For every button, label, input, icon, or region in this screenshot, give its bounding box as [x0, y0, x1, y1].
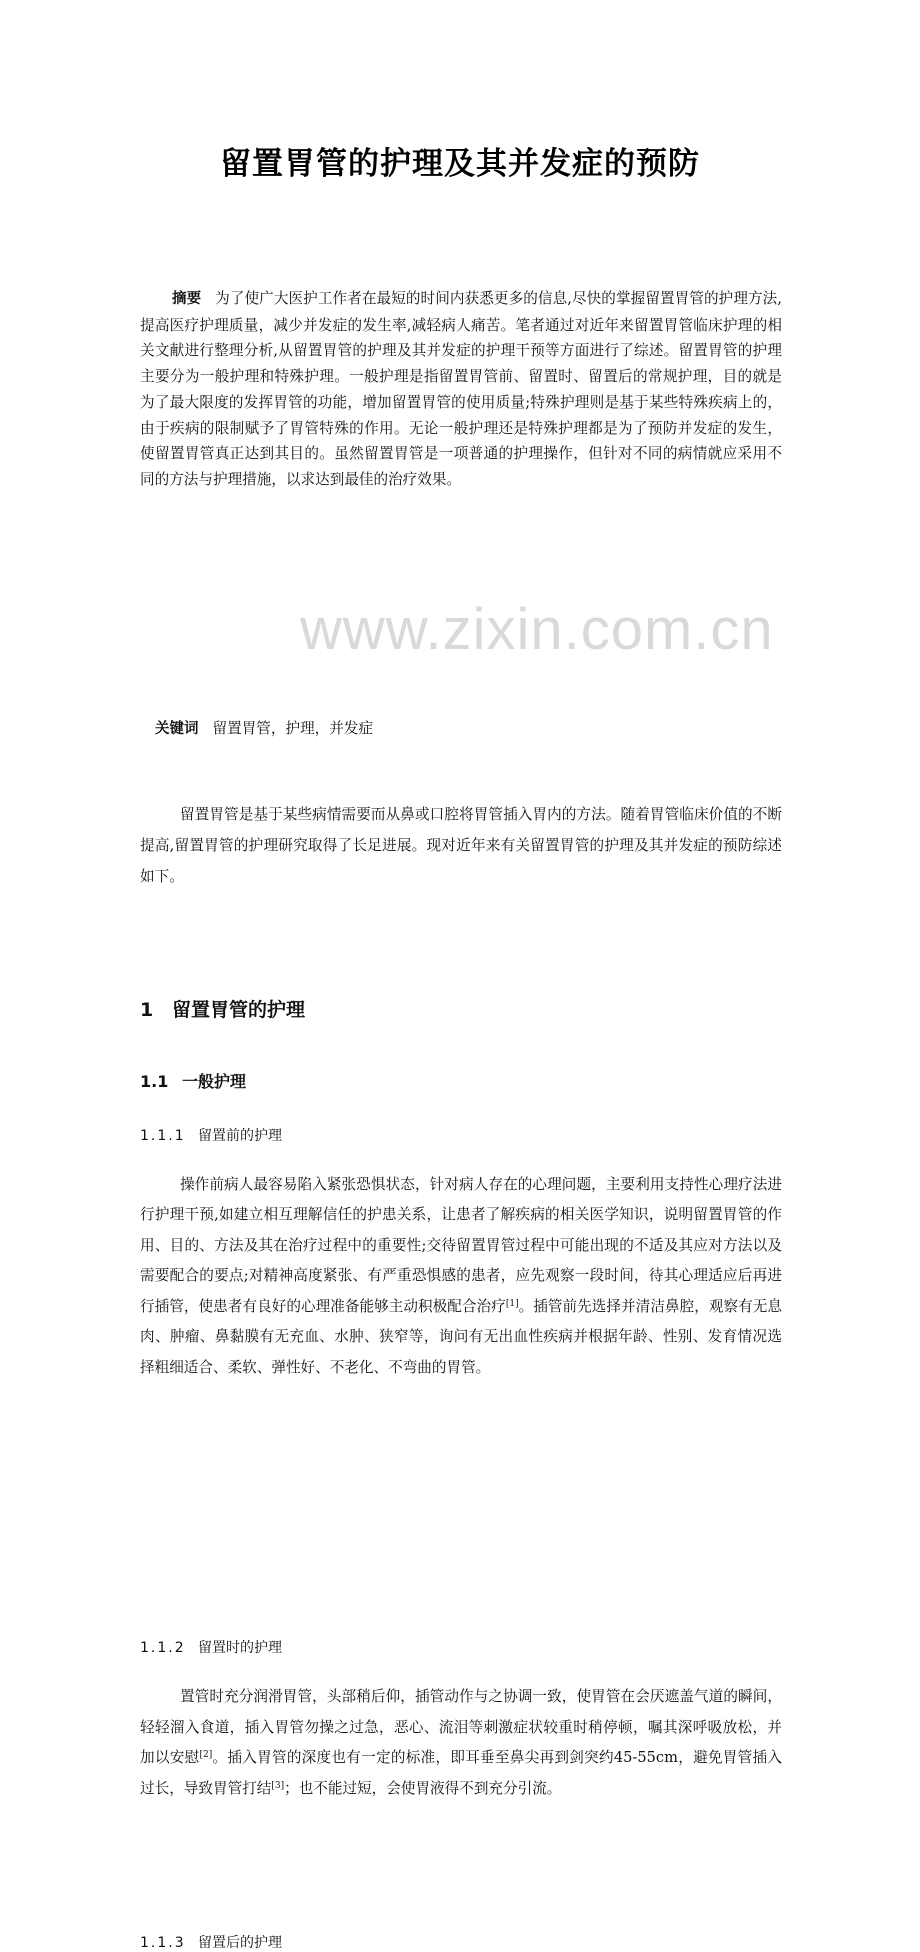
citation-ref: [2] [199, 1750, 213, 1761]
section-heading-1-1 [140, 1069, 920, 1092]
section-number: 1.1.2 [140, 1640, 186, 1657]
abstract-text: 为了使广大医护工作者在最短的时间内获悉更多的信息,尽快的掌握留置胃管的护理方法,提高医疗护理质量，减少并发症的发生率,减轻病人痛苦。笔者通过对近年来留置胃管临床护理的相关文献进行整理分析,从留置胃管的护理及其并发症的护理干预等方面进行了综述。留置胃管的护理主要分为一般护理和特殊护理。一般护理是指留置胃管前、留置时、留置后的常规护理，目的就是为了最大限度的发挥胃管的功能，增加留置胃管的使用质量;特殊护理则是基于某些特殊疾病上的，由于疾病的限制赋予了胃管特殊的作用。无论一般护理还是特殊护理都是为了预防并发症的发生，使留置胃管真正达到其目的。虽然留置胃管是一项普通的护理操作，但针对不同的病情就应采用不同的方法与护理措施，以求达到最佳的治疗效果。 [140, 290, 782, 488]
section-title: 留置后的护理 [198, 1935, 282, 1952]
paragraph-1-1-1 [140, 1170, 782, 1384]
citation-ref: [3] [271, 1780, 285, 1791]
watermark: www.zixin.com.cn [300, 597, 774, 662]
section-title: 留置时的护理 [198, 1640, 282, 1657]
keywords-label: 关键词 [155, 720, 199, 737]
keywords-line [155, 717, 920, 738]
paragraph-1-1-2 [140, 1682, 782, 1804]
section-number: 1.1.3 [140, 1935, 186, 1952]
intro-paragraph: 留置胃管是基于某些病情需要而从鼻或口腔将胃管插入胃内的方法。随着胃管临床价值的不断提高,留置胃管的护理研究取得了长足进展。现对近年来有关留置胃管的护理及其并发症的预防综述如下。 [140, 805, 782, 885]
document-title: 留置胃管的护理及其并发症的预防 [220, 146, 700, 182]
abstract-paragraph [140, 286, 782, 493]
section-title: 留置胃管的护理 [172, 998, 306, 1021]
paragraph-text: 。插入胃管的深度也有一定的标准，即耳垂至鼻尖再到剑突约45-55cm，避免胃管插入过长，导致胃管打结 [140, 1749, 782, 1797]
paragraph-text: 操作前病人最容易陷入紧张恐惧状态，针对病人存在的心理问题，主要利用支持性心理疗法进行护理干预,如建立相互理解信任的护患关系，让患者了解疾病的相关医学知识，说明留置胃管的作用、目的、方法及其在治疗过程中的重要性;交待留置胃管过程中可能出现的不适及其应对方法以及需要配合的要点;对精神高度紧张、有严重恐惧感的患者，应先观察一段时间，待其心理适应后再进行插管，使患者有良好的心理准备能够主动积极配合治疗 [140, 1175, 782, 1315]
section-number: 1 [140, 998, 154, 1021]
section-number: 1.1 [140, 1071, 169, 1091]
paragraph-text: 置管时充分润滑胃管，头部稍后仰，插管动作与之协调一致，使胃管在会厌遮盖气道的瞬间，轻轻溜入食道，插入胃管勿操之过急，恶心、流泪等刺激症状较重时稍停顿，嘱其深呼吸放松，并加以安慰 [140, 1688, 782, 1767]
paragraph-text: 。插管前先选择并清洁鼻腔，观察有无息肉、肿瘤、鼻黏膜有无充血、水肿、狭窄等，询问有无出血性疾病并根据年龄、性别、发育情况选择粗细适合、柔软、弹性好、不老化、不弯曲的胃管。 [140, 1297, 782, 1376]
abstract-label: 摘要 [172, 291, 202, 307]
keywords-text: 留置胃管，护理，并发症 [212, 719, 374, 737]
section-title: 一般护理 [182, 1071, 247, 1091]
section-heading-1-1-3 [140, 1932, 920, 1952]
section-heading-1 [140, 995, 920, 1022]
section-title: 留置前的护理 [198, 1127, 282, 1144]
paragraph-text: ；也不能过短，会使胃液得不到充分引流。 [284, 1779, 562, 1797]
section-number: 1.1.1 [140, 1127, 186, 1144]
section-heading-1-1-2 [140, 1637, 920, 1657]
citation-ref: [1] [505, 1298, 519, 1309]
section-heading-1-1-1 [140, 1125, 920, 1145]
